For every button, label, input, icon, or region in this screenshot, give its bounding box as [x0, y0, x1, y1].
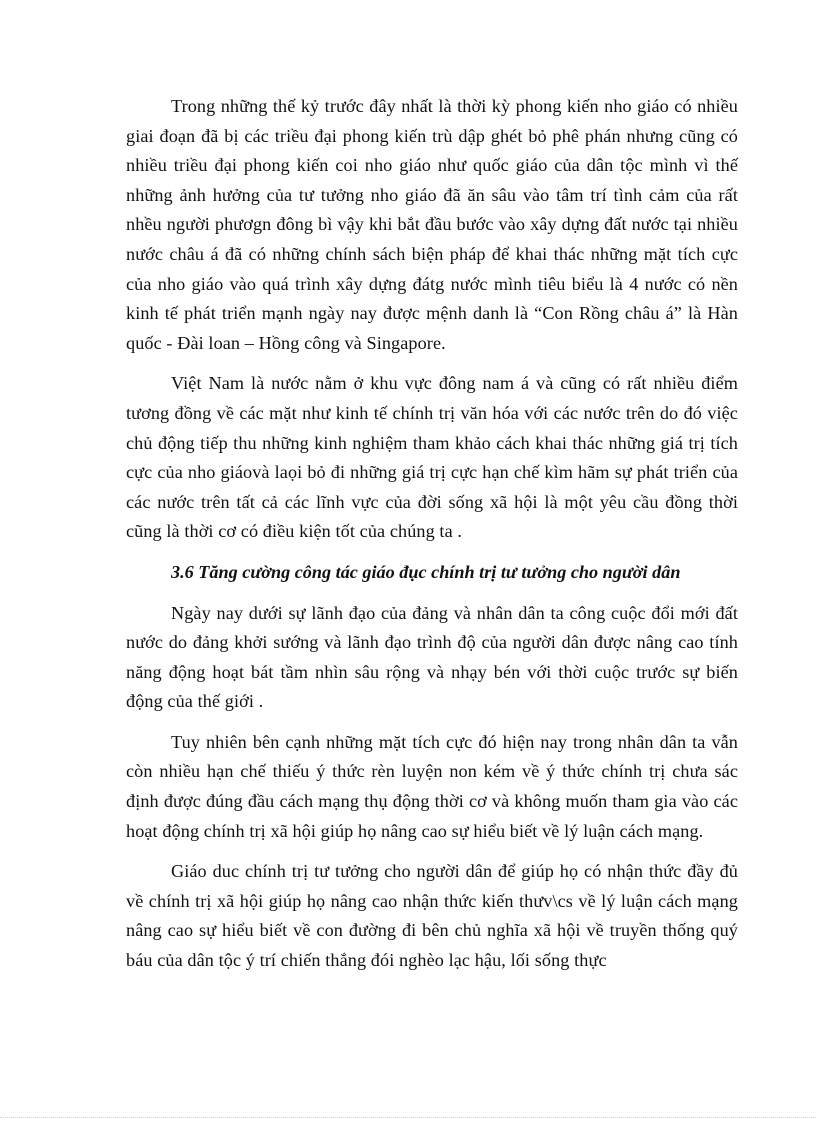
paragraph-5: Giáo duc chính trị tư tưởng cho người dân để giúp họ có nhận thức đầy đủ về chính trị xã hội giúp họ nâng cao nhận thức kiến thưv\cs về lý luận cách mạng nâng cao sự hiểu biết về con đường đi bên chủ nghĩa xã hội về truyền thống quý báu của dân tộc ý trí chiến thắng đói nghèo lạc hậu, lối sống thực — [126, 861, 738, 971]
paragraph-1: Trong những thế kỷ trước đây nhất là thời kỳ phong kiến nho giáo có nhiều giai đoạn đã bị các triều đại phong kiến trù dập ghét bỏ phê phán nhưng cũng có nhiều triều đại phong kiến coi nho giáo như quốc giáo của dân tộc mình vì thế những ảnh hưởng của tư tưởng nho giáo đã ăn sâu vào tâm trí tình cảm của rất nhều người phươgn đông bì vậy khi bắt đầu bước vào xây dựng đất nước tại nhiều nước châu á đã có những chính sách biện pháp để khai thác những mặt tích cực của nho giáo vào quá trình xây dựng đátg nước mình tiêu biểu là 4 nước có nền kinh tế phát triển mạnh ngày nay được mệnh danh là “Con Rồng châu á” là Hàn quốc - Đài loan – Hồng công và Singapore. — [126, 96, 738, 353]
paragraph-4: Tuy nhiên bên cạnh những mặt tích cực đó hiện nay trong nhân dân ta vẫn còn nhiều hạn chế thiếu ý thức rèn luyện non kém về ý thức chính trị chưa sác định được đúng đầu cách mạng thụ động thời cơ và không muốn tham gia vào các hoạt động chính trị xã hội giúp họ nâng cao sự hiểu biết về lý luận cách mạng. — [126, 731, 738, 841]
paragraph-2: Việt Nam là nước nằm ở khu vực đông nam á và cũng có rất nhiều điểm tương đồng về các mặt như kinh tế chính trị văn hóa với các nước trên do đó việc chủ động tiếp thu những kinh nghiệm tham khảo cách khai thác những giá trị tích cực của nho giáovà laọi bỏ đi những giá trị cực hạn chế kìm hãm sự phát triển của các nước trên tất cả các lĩnh vực của đời sống xã hội là một yêu cầu đồng thời cũng là thời cơ có điều kiện tốt của chúng ta . — [126, 373, 738, 542]
document-body — [126, 92, 738, 976]
paragraph-3: Ngày nay dưới sự lãnh đạo của đảng và nhân dân ta công cuộc đổi mới đất nước do đảng khởi sướng và lãnh đạo trình độ của người dân được nâng cao tính năng động hoạt bát tầm nhìn sâu rộng và nhạy bén với thời cuộc trước sự biến động của thế giới . — [126, 602, 738, 712]
section-heading: 3.6 Tăng cường công tác giáo đục chính trị tư tưởng cho người dân — [171, 561, 681, 582]
page-bottom-border — [0, 1117, 816, 1118]
